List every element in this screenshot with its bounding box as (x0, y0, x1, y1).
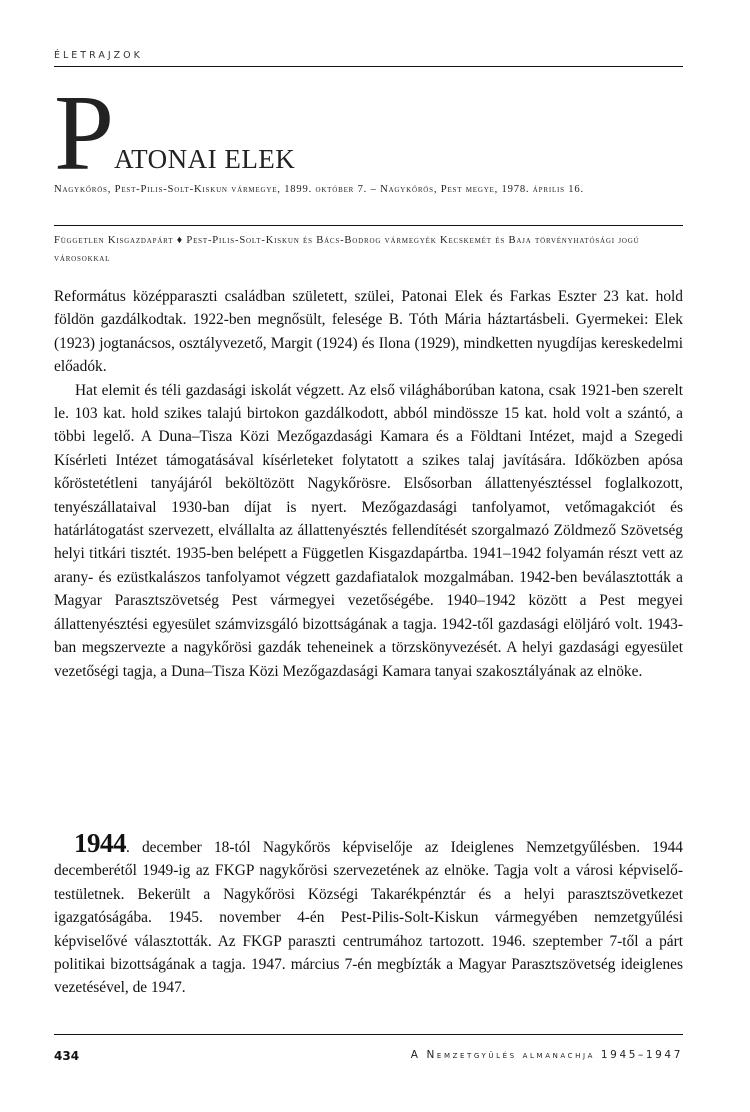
paragraph-career: Hat elemit és téli gazdasági iskolát végzett. Az első világháborúban katona, csak 1921-ben szerelt le. 103 kat. hold szikes talajú birtokon gazdálkodott, abból mindössze 15 kat. hold volt a szántó, a többi legelő. A Duna–Tisza Közi Mezőgazdasági Kamara és a Földtani Intézet, majd a Szegedi Kísérleti Intézet támogatásával kísérleteket folytatott a szikes talaj javítására. Időközben apósa kőröstetétleni tanyájáról beköltözött Nagykőrösre. Elsősorban állattenyésztéssel foglalkozott, tenyészállataival 1930-ban díjat is nyert. Mezőgazdasági tanfolyamot, vetőmagakciót és határlátogatást szervezett, elvállalta az állattenyésztés fellendítését szorgalmazó Zöldmező Szövetség helyi titkári tisztét. 1935-ben belépett a Független Kisgazdapártba. 1941–1942 folyamán részt vett az arany- és ezüstkalászos tanfolyamot végzett gazdafiatalok mozgalmában. 1942-ben beválasztották a Magyar Parasztszövetség Pest vármegyei vezetőségébe. 1940–1942 között a Pest megyei állattenyésztési egyesület számvizsgáló bizottságának a tagja. 1942-től gazdasági elöljáró volt. 1943-ban megszervezte a nagykőrösi gazdák teheneinek a törzskönyvezését. A helyi gazdasági egyesület vezetőségi tagja, a Duna–Tisza Közi Mezőgazdasági Kamara tanyai szakosztályának az elnöke. (54, 381, 683, 680)
section-rule (54, 225, 683, 226)
book-title: A Nemzetgyűlés almanachja 1945–1947 (410, 1049, 683, 1061)
party-constituency-info: Független Kisgazdapárt ♦ Pest-Pilis-Solt-Kiskun és Bács-Bodrog vármegyék Kecskemét és Baja törvényhatósági jogú városokkal (54, 235, 640, 264)
biography-body (54, 285, 683, 683)
header-rule (54, 66, 683, 67)
running-head: ÉLETRAJZOK (54, 50, 143, 61)
section-1944-text: . december 18-tól Nagykőrös képviselője az Ideiglenes Nemzetgyűlésben. 1944 decemberétől 1949-ig az FKGP nagykőrösi szervezetének az elnöke. Tagja volt a városi képviselő-testületnek. Bekerült a Nagykőrösi Községi Takarékpénztár és a helyi parasztszövetkezet igazgatóságába. 1945. november 4-én Pest-Pilis-Solt-Kiskun vármegyében nemzetgyűlési képviselővé választották. Az FKGP paraszti centrumához tartozott. 1946. szeptember 7-től a párt politikai bizottságának a tagja. 1947. március 7-én megbízták a Magyar Parasztszövetség ideiglenes vezetésével, de 1947. (54, 839, 683, 997)
section-1944 (54, 828, 683, 1000)
entry-title (54, 74, 296, 193)
birth-death-info: Nagykőrös, Pest-Pilis-Solt-Kiskun vármegye, 1899. október 7. – Nagykőrös, Pest megye, 1978. április 16. (54, 184, 584, 195)
page-number: 434 (54, 1049, 80, 1063)
dropcap-letter: P (54, 74, 115, 193)
paragraph-family: Református középparaszti családban született, szülei, Patonai Elek és Farkas Eszter 23 kat. hold földön gazdálkodtak. 1922-ben megnősült, felesége B. Tóth Mária háztartásbeli. Gyermekei: Elek (1923) jogtanácsos, osztályvezető, Margit (1924) és Ilona (1929), mindketten nyugdíjas kereskedelmi előadók. (54, 288, 683, 376)
entry-name: ATONAI ELEK (114, 144, 296, 174)
section-year-1944: 1944 (74, 828, 126, 858)
footer-rule (54, 1034, 683, 1035)
